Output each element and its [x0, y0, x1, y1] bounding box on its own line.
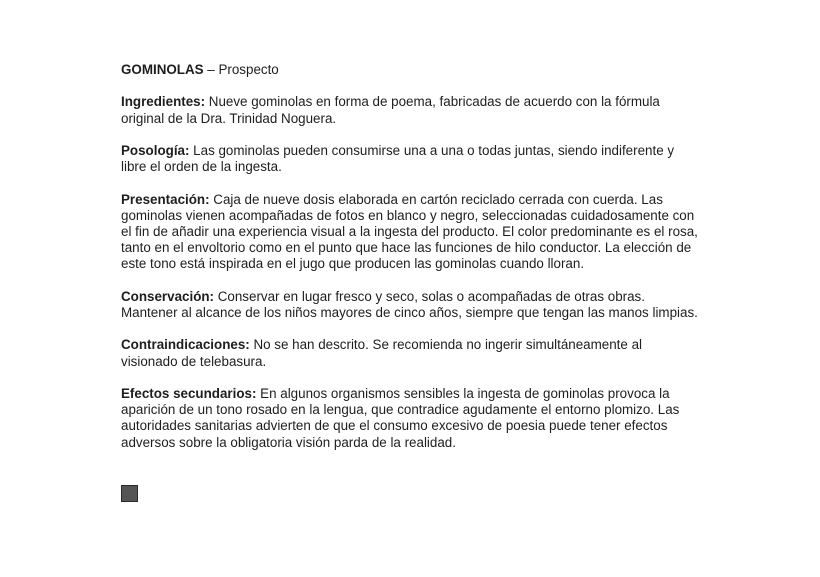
- section-label: Posología:: [121, 142, 190, 158]
- section-label: Contraindicaciones:: [121, 337, 250, 353]
- title-separator: –: [203, 62, 219, 77]
- section-text: Nueve gominolas en forma de poema, fabricadas de acuerdo con la fórmula original de la Dra. Trinidad Noguera.: [121, 94, 660, 126]
- document-title-line: [121, 62, 701, 78]
- section-label: Efectos secundarios:: [121, 385, 257, 401]
- section-label: Ingredientes:: [121, 94, 206, 110]
- section-text: No se han descrito. Se recomienda no ingerir simultáneamente al visionado de telebasura.: [121, 337, 642, 369]
- document-title: GOMINOLAS: [121, 62, 204, 77]
- end-square-icon: [121, 485, 138, 502]
- prospectus-document: [121, 62, 701, 467]
- section-presentacion: [121, 192, 701, 273]
- section-contraindicaciones: [121, 337, 701, 369]
- document-subtitle: Prospecto: [218, 62, 279, 77]
- section-label: Conservación:: [121, 288, 215, 304]
- section-label: Presentación:: [121, 191, 210, 207]
- section-text: En algunos organismos sensibles la ingesta de gominolas provoca la aparición de un tono rosado en la lengua, que contradice agudamente el entorno plomizo. Las autoridades sanitarias advierten de que el consumo excesivo de poesia puede tener efectos adversos sobre la obligatoria visión parda de la realidad.: [121, 385, 680, 450]
- section-text: Caja de nueve dosis elaborada en cartón reciclado cerrada con cuerda. Las gominolas vienen acompañadas de fotos en blanco y negro, seleccionadas cuidadosamente con el fin de añadir una experiencia visual a la ingesta del producto. El color predominante es el rosa, tanto en el envoltorio como en el punto que hace las funciones de hilo conductor. La elección de este tono está inspirada en el jugo que producen las gominolas cuando lloran.: [121, 191, 698, 272]
- section-conservacion: [121, 289, 701, 321]
- section-posologia: [121, 143, 701, 175]
- section-ingredientes: [121, 94, 701, 126]
- section-text: Conservar en lugar fresco y seco, solas o acompañadas de otras obras. Mantener al alcance de los niños mayores de cinco años, siempre que tengan las manos limpias.: [121, 288, 698, 320]
- section-text: Las gominolas pueden consumirse una a una o todas juntas, siendo indiferente y libre el orden de la ingesta.: [121, 142, 675, 175]
- section-efectos-secundarios: [121, 386, 701, 451]
